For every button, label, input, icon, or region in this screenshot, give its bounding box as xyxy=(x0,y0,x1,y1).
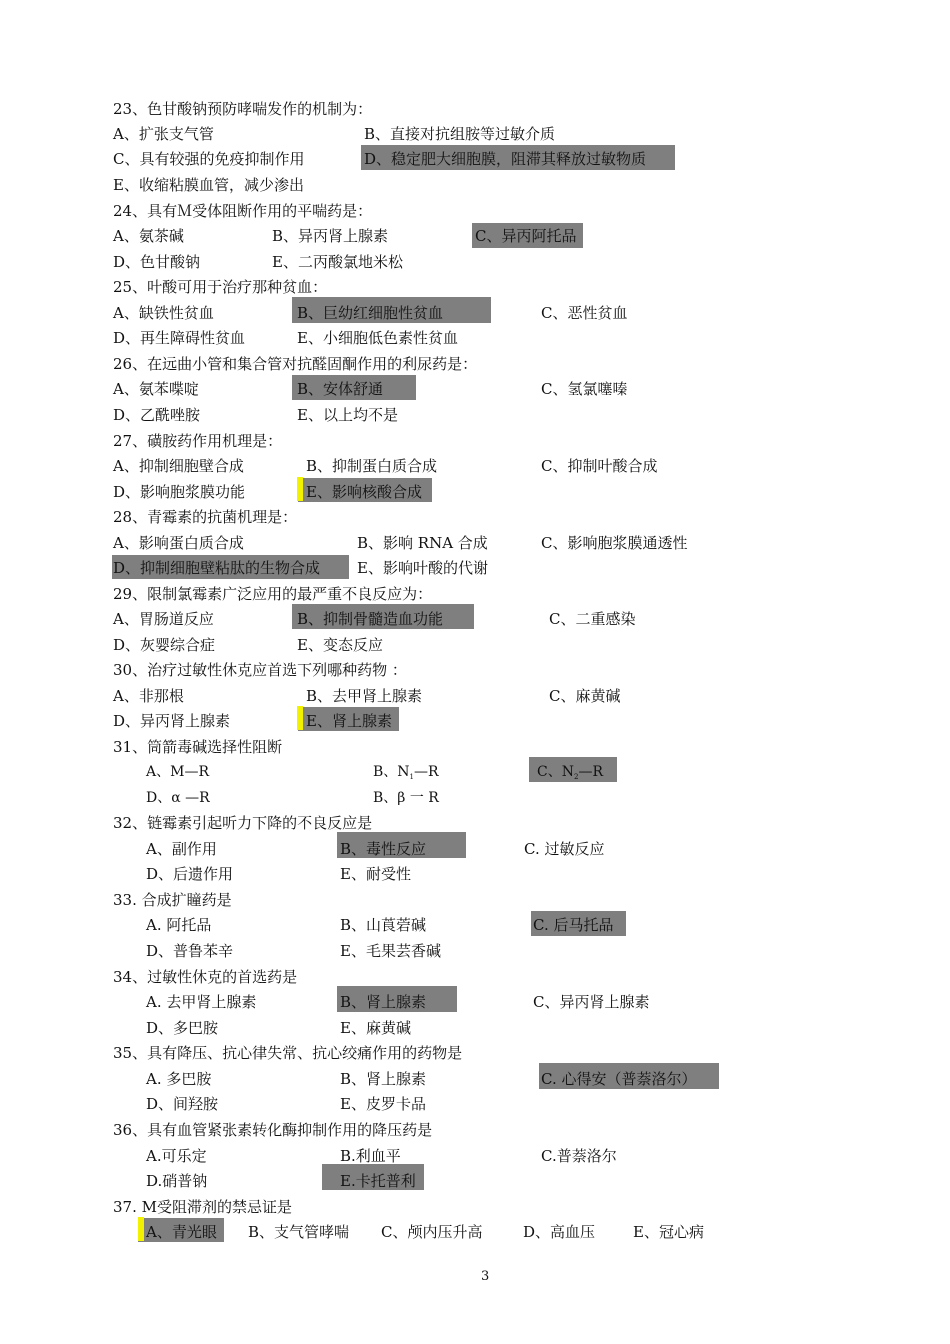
option-d: D、后遗作用 xyxy=(146,865,234,883)
option-b: B、巨幼红细胞性贫血 xyxy=(297,304,444,322)
yellow-marker xyxy=(297,477,303,501)
option-b-text: B、N xyxy=(373,764,410,780)
option-e: E、以上均不是 xyxy=(297,406,398,424)
question-stem: 34、过敏性休克的首选药是 xyxy=(113,968,298,986)
option-a: A、氨苯喋啶 xyxy=(113,380,199,398)
option-c: C、影响胞浆膜通透性 xyxy=(541,534,688,552)
option-e: E、小细胞低色素性贫血 xyxy=(297,329,458,347)
option-b: B、直接对抗组胺等过敏介质 xyxy=(364,125,556,143)
question-stem: 35、具有降压、抗心律失常、抗心绞痛作用的药物是 xyxy=(113,1044,463,1062)
option-d: D.硝普钠 xyxy=(146,1172,208,1190)
option-e: E、毛果芸香碱 xyxy=(340,942,441,960)
option-c: C、异丙肾上腺素 xyxy=(533,993,650,1011)
option-b: B、影响 RNA 合成 xyxy=(357,534,488,552)
option-e: E、耐受性 xyxy=(340,865,411,883)
option-c: C、具有较强的免疫抑制作用 xyxy=(113,150,305,168)
option-b xyxy=(373,761,439,783)
option-d: D、抑制细胞壁粘肽的生物合成 xyxy=(113,559,321,577)
yellow-marker xyxy=(138,1217,144,1241)
option-d: D、乙酰唑胺 xyxy=(113,406,201,424)
option-a: A、副作用 xyxy=(146,840,217,858)
option-b: B、支气管哮喘 xyxy=(248,1223,350,1241)
option-b: B、肾上腺素 xyxy=(340,993,427,1011)
option-d: D、稳定肥大细胞膜，阻滞其释放过敏物质 xyxy=(364,150,647,168)
option-e: E、冠心病 xyxy=(633,1223,704,1241)
option-a: A. 去甲肾上腺素 xyxy=(146,993,257,1011)
option-c: C、恶性贫血 xyxy=(541,304,628,322)
question-stem: 30、治疗过敏性休克应首选下列哪种药物 ： xyxy=(113,661,407,679)
question-stem: 29、限制氯霉素广泛应用的最严重不良反应为： xyxy=(113,585,433,603)
option-a: A、缺铁性贫血 xyxy=(113,304,214,322)
option-d: D、影响胞浆膜功能 xyxy=(113,483,246,501)
option-c: C、颅内压升高 xyxy=(381,1223,483,1241)
option-c: C、二重感染 xyxy=(549,610,636,628)
option-d: D、普鲁苯辛 xyxy=(146,942,234,960)
option-e: E、影响叶酸的代谢 xyxy=(357,559,488,577)
option-a: A. 多巴胺 xyxy=(146,1070,212,1088)
option-c: C、异丙阿托品 xyxy=(475,227,577,245)
option-e: E、二丙酸氯地米松 xyxy=(272,253,403,271)
option-a: A. 阿托品 xyxy=(146,916,212,934)
option-d: D、多巴胺 xyxy=(146,1019,219,1037)
question-stem: 27、磺胺药作用机理是： xyxy=(113,432,283,450)
option-c xyxy=(537,761,603,783)
option-a: A、氨茶碱 xyxy=(113,227,184,245)
option-b: B、毒性反应 xyxy=(340,840,427,858)
option-c: C、麻黄碱 xyxy=(549,687,621,705)
option-a: A、影响蛋白质合成 xyxy=(113,534,244,552)
option-b: B、抑制骨髓造血功能 xyxy=(297,610,444,628)
option-d: D、灰婴综合症 xyxy=(113,636,216,654)
option-b-suffix: —R xyxy=(414,764,439,780)
option-c-suffix: —R xyxy=(578,764,603,780)
option-b: B、山莨菪碱 xyxy=(340,916,427,934)
option-e: E.卡托普利 xyxy=(340,1172,416,1190)
question-stem: 24、具有Ｍ受体阻断作用的平喘药是： xyxy=(113,202,373,220)
question-stem: 25、叶酸可用于治疗那种贫血： xyxy=(113,278,328,296)
option-d: D、间羟胺 xyxy=(146,1095,219,1113)
option-e: E、皮罗卡品 xyxy=(340,1095,426,1113)
option-a: A、非那根 xyxy=(113,687,184,705)
question-stem: 31、筒箭毒碱选择性阻断 xyxy=(113,738,283,756)
option-c: C、抑制叶酸合成 xyxy=(541,457,658,475)
option-b: B、安体舒通 xyxy=(297,380,384,398)
question-stem: 23、色甘酸钠预防哮喘发作的机制为： xyxy=(113,100,373,118)
page-number: 3 xyxy=(481,1269,490,1284)
option-a: A、M—R xyxy=(146,764,209,780)
option-c: C. 心得安（普萘洛尔） xyxy=(541,1070,697,1088)
question-stem: 28、青霉素的抗菌机理是： xyxy=(113,508,298,526)
yellow-marker xyxy=(297,706,303,730)
option-a: A.可乐定 xyxy=(146,1147,207,1165)
option-a: A、抑制细胞壁合成 xyxy=(113,457,244,475)
option-c: C、氢氯噻嗪 xyxy=(541,380,628,398)
option-d: D、再生障碍性贫血 xyxy=(113,329,246,347)
option-d: D、异丙肾上腺素 xyxy=(113,712,231,730)
option-b: B、抑制蛋白质合成 xyxy=(306,457,438,475)
question-stem: 33. 合成扩瞳药是 xyxy=(113,891,232,909)
option-e: B、β 一 R xyxy=(373,790,439,806)
option-c: C. 过敏反应 xyxy=(524,840,605,858)
option-d: D、色甘酸钠 xyxy=(113,253,201,271)
question-stem: 32、链霉素引起听力下降的不良反应是 xyxy=(113,814,373,832)
option-e: E、变态反应 xyxy=(297,636,383,654)
option-a: A、青光眼 xyxy=(146,1223,217,1241)
question-stem: 36、具有血管紧张素转化酶抑制作用的降压药是 xyxy=(113,1121,433,1139)
option-c-text: C、N xyxy=(537,764,574,780)
option-e: E、肾上腺素 xyxy=(306,712,392,730)
option-d: D、α —R xyxy=(146,790,210,806)
question-stem: 26、在远曲小管和集合管对抗醛固酮作用的利尿药是： xyxy=(113,355,478,373)
subscript: 2 xyxy=(573,773,579,781)
option-b: B、异丙肾上腺素 xyxy=(272,227,389,245)
option-c: C.普萘洛尔 xyxy=(541,1147,617,1165)
subscript: 1 xyxy=(409,773,415,781)
option-d: D、高血压 xyxy=(523,1223,596,1241)
question-stem: 37. M受阻滞剂的禁忌证是 xyxy=(113,1198,292,1216)
option-e: E、影响核酸合成 xyxy=(306,483,422,501)
option-a: A、胃肠道反应 xyxy=(113,610,214,628)
option-b: B、肾上腺素 xyxy=(340,1070,427,1088)
option-a: A、扩张支气管 xyxy=(113,125,214,143)
option-e: E、麻黄碱 xyxy=(340,1019,411,1037)
option-b: B.利血平 xyxy=(340,1147,401,1165)
option-b: B、去甲肾上腺素 xyxy=(306,687,423,705)
option-c: C. 后马托品 xyxy=(533,916,614,934)
option-e: E、收缩粘膜血管，减少渗出 xyxy=(113,176,304,194)
